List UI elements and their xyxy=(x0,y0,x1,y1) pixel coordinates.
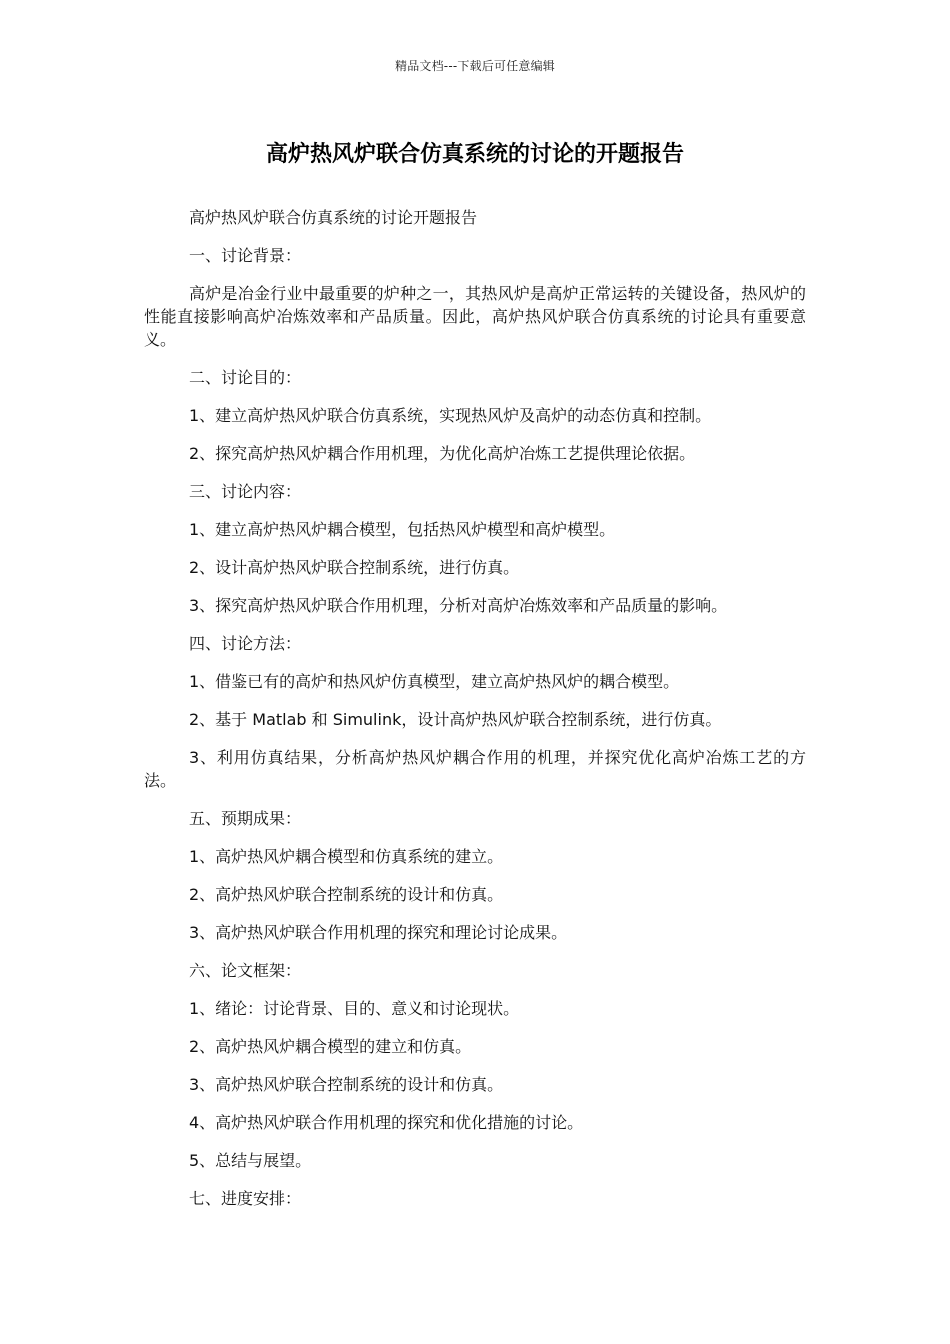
paragraph-background: 高炉是冶金行业中最重要的炉种之一，其热风炉是高炉正常运转的关键设备，热风炉的性能直接影响高炉冶炼效率和产品质量。因此，高炉热风炉联合仿真系统的讨论具有重要意义。 xyxy=(144,284,806,349)
list-item-method-3: 3、利用仿真结果，分析高炉热风炉耦合作用的机理，并探究优化高炉冶炼工艺的方法。 xyxy=(144,748,806,790)
section-heading-framework: 六、论文框架： xyxy=(189,961,302,980)
list-item-purpose-2: 2、探究高炉热风炉耦合作用机理，为优化高炉冶炼工艺提供理论依据。 xyxy=(189,444,696,463)
section-heading-purpose: 二、讨论目的： xyxy=(189,368,302,387)
list-item-outcome-2: 2、高炉热风炉联合控制系统的设计和仿真。 xyxy=(189,885,504,904)
list-item-framework-2: 2、高炉热风炉耦合模型的建立和仿真。 xyxy=(189,1037,472,1056)
list-item-framework-5: 5、总结与展望。 xyxy=(189,1151,312,1170)
section-heading-outcomes: 五、预期成果： xyxy=(189,809,302,828)
document-body xyxy=(144,206,806,1225)
section-heading-method: 四、讨论方法： xyxy=(189,634,302,653)
list-item-framework-4: 4、高炉热风炉联合作用机理的探究和优化措施的讨论。 xyxy=(189,1113,584,1132)
list-item-framework-1: 1、绪论：讨论背景、目的、意义和讨论现状。 xyxy=(189,999,520,1018)
section-heading-background: 一、讨论背景： xyxy=(189,246,302,265)
list-item-outcome-1: 1、高炉热风炉耦合模型和仿真系统的建立。 xyxy=(189,847,504,866)
list-item-content-2: 2、设计高炉热风炉联合控制系统，进行仿真。 xyxy=(189,558,520,577)
list-item-content-1: 1、建立高炉热风炉耦合模型，包括热风炉模型和高炉模型。 xyxy=(189,520,616,539)
page-header: 精品文档---下载后可任意编辑 xyxy=(395,59,555,73)
document-title: 高炉热风炉联合仿真系统的讨论的开题报告 xyxy=(265,142,684,167)
section-heading-schedule: 七、进度安排： xyxy=(189,1189,302,1208)
list-item-content-3: 3、探究高炉热风炉联合作用机理，分析对高炉冶炼效率和产品质量的影响。 xyxy=(189,596,728,615)
list-item-outcome-3: 3、高炉热风炉联合作用机理的探究和理论讨论成果。 xyxy=(189,923,568,942)
section-heading-content: 三、讨论内容： xyxy=(189,482,302,501)
list-item-method-1: 1、借鉴已有的高炉和热风炉仿真模型，建立高炉热风炉的耦合模型。 xyxy=(189,672,680,691)
paragraph-subtitle: 高炉热风炉联合仿真系统的讨论开题报告 xyxy=(189,208,478,227)
list-item-method-2: 2、基于 Matlab 和 Simulink，设计高炉热风炉联合控制系统，进行仿真。 xyxy=(189,710,722,729)
list-item-purpose-1: 1、建立高炉热风炉联合仿真系统，实现热风炉及高炉的动态仿真和控制。 xyxy=(189,406,712,425)
list-item-framework-3: 3、高炉热风炉联合控制系统的设计和仿真。 xyxy=(189,1075,504,1094)
